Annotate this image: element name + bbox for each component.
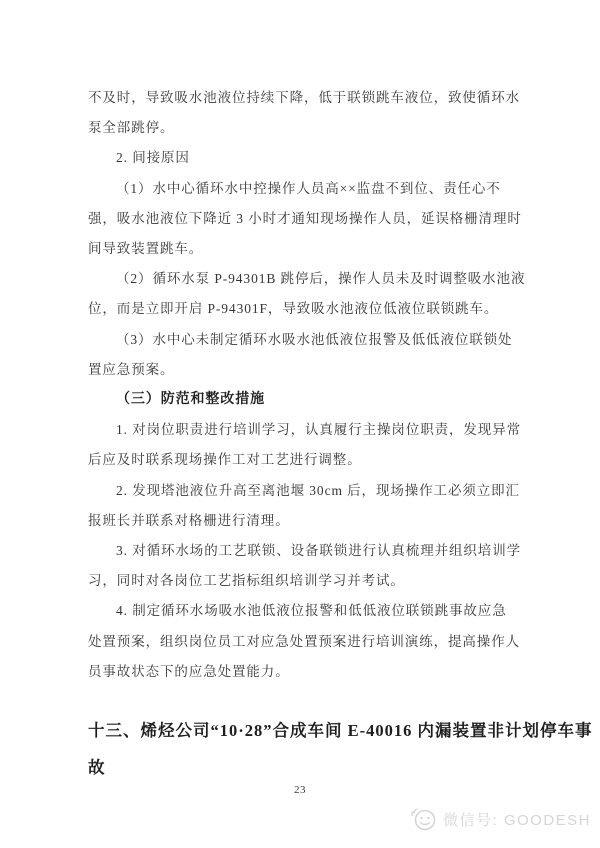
text-line: 处置预案，组织岗位员工对应急处置预案进行培训演练，提高操作人 [88,633,520,649]
text-line: 报班长并联系对格栅进行清理。 [88,512,290,528]
paragraph [88,536,521,596]
text-line: 4. 制定循环水场吸水池低液位报警和低低液位联锁跳事故应急 [116,603,507,619]
text-line: 2. 间接原因 [116,150,190,166]
section-heading [88,712,593,786]
paragraph [88,476,520,536]
paragraph [88,143,514,173]
text-line: 强，吸水池液位下降近 3 小时才通知现场操作人员，延误格栅清理时 [88,210,522,226]
text-line: 不及时，导致吸水池液位持续下降，低于联锁跳车液位，致使循环水 [88,90,520,105]
text-line: 置应急预案。 [88,361,175,377]
watermark-label: 微信号: GOODESH [442,811,591,829]
text-line: 位，而是立即开启 P-94301F，导致吸水池液位低液位联锁跳车。 [88,301,499,317]
text-line: 后应及时联系现场操作工对工艺进行调整。 [88,452,362,468]
section-heading-line: 故 [88,758,106,778]
text-line: （3）水中心未制定循环水吸水池低液位报警及低低液位联锁处 [116,331,513,347]
text-line: 1. 对岗位职责进行培训学习，认真履行主操岗位职责，发现异常 [116,422,521,438]
text-line: 3. 对循环水场的工艺联锁、设备联锁进行认真梳理并组织培训学 [116,543,521,559]
paragraph [88,325,514,385]
text-line: 泵全部跳停。 [88,120,175,136]
document-body [88,83,593,786]
paragraph [88,83,520,143]
paragraph [88,596,520,687]
page-number: 23 [294,784,306,796]
paragraph [88,385,514,415]
text-line: （1）水中心循环水中控操作人员高××监盘不到位、责任心不 [116,180,501,196]
paragraph [88,264,526,324]
paragraph [88,174,522,265]
watermark [408,806,591,832]
text-line: （三）防范和整改措施 [116,392,265,408]
text-line: 2. 发现塔池液位升高至离池堰 30cm 后，现场操作工必须立即汇 [116,482,520,498]
text-line: （2）循环水泵 P-94301B 跳停后，操作人员未及时调整吸水池液 [116,271,526,287]
section-heading-line: 十三、烯烃公司“10·28”合成车间 E-40016 内漏装置非计划停车事 [88,721,593,741]
text-line: 习，同时对各岗位工艺指标组织培训学习并考试。 [88,573,405,589]
wechat-icon [408,806,438,832]
text-line: 员事故状态下的应急处置能力。 [88,663,290,679]
paragraph [88,415,521,475]
text-line: 间导致装置跳车。 [88,241,204,257]
